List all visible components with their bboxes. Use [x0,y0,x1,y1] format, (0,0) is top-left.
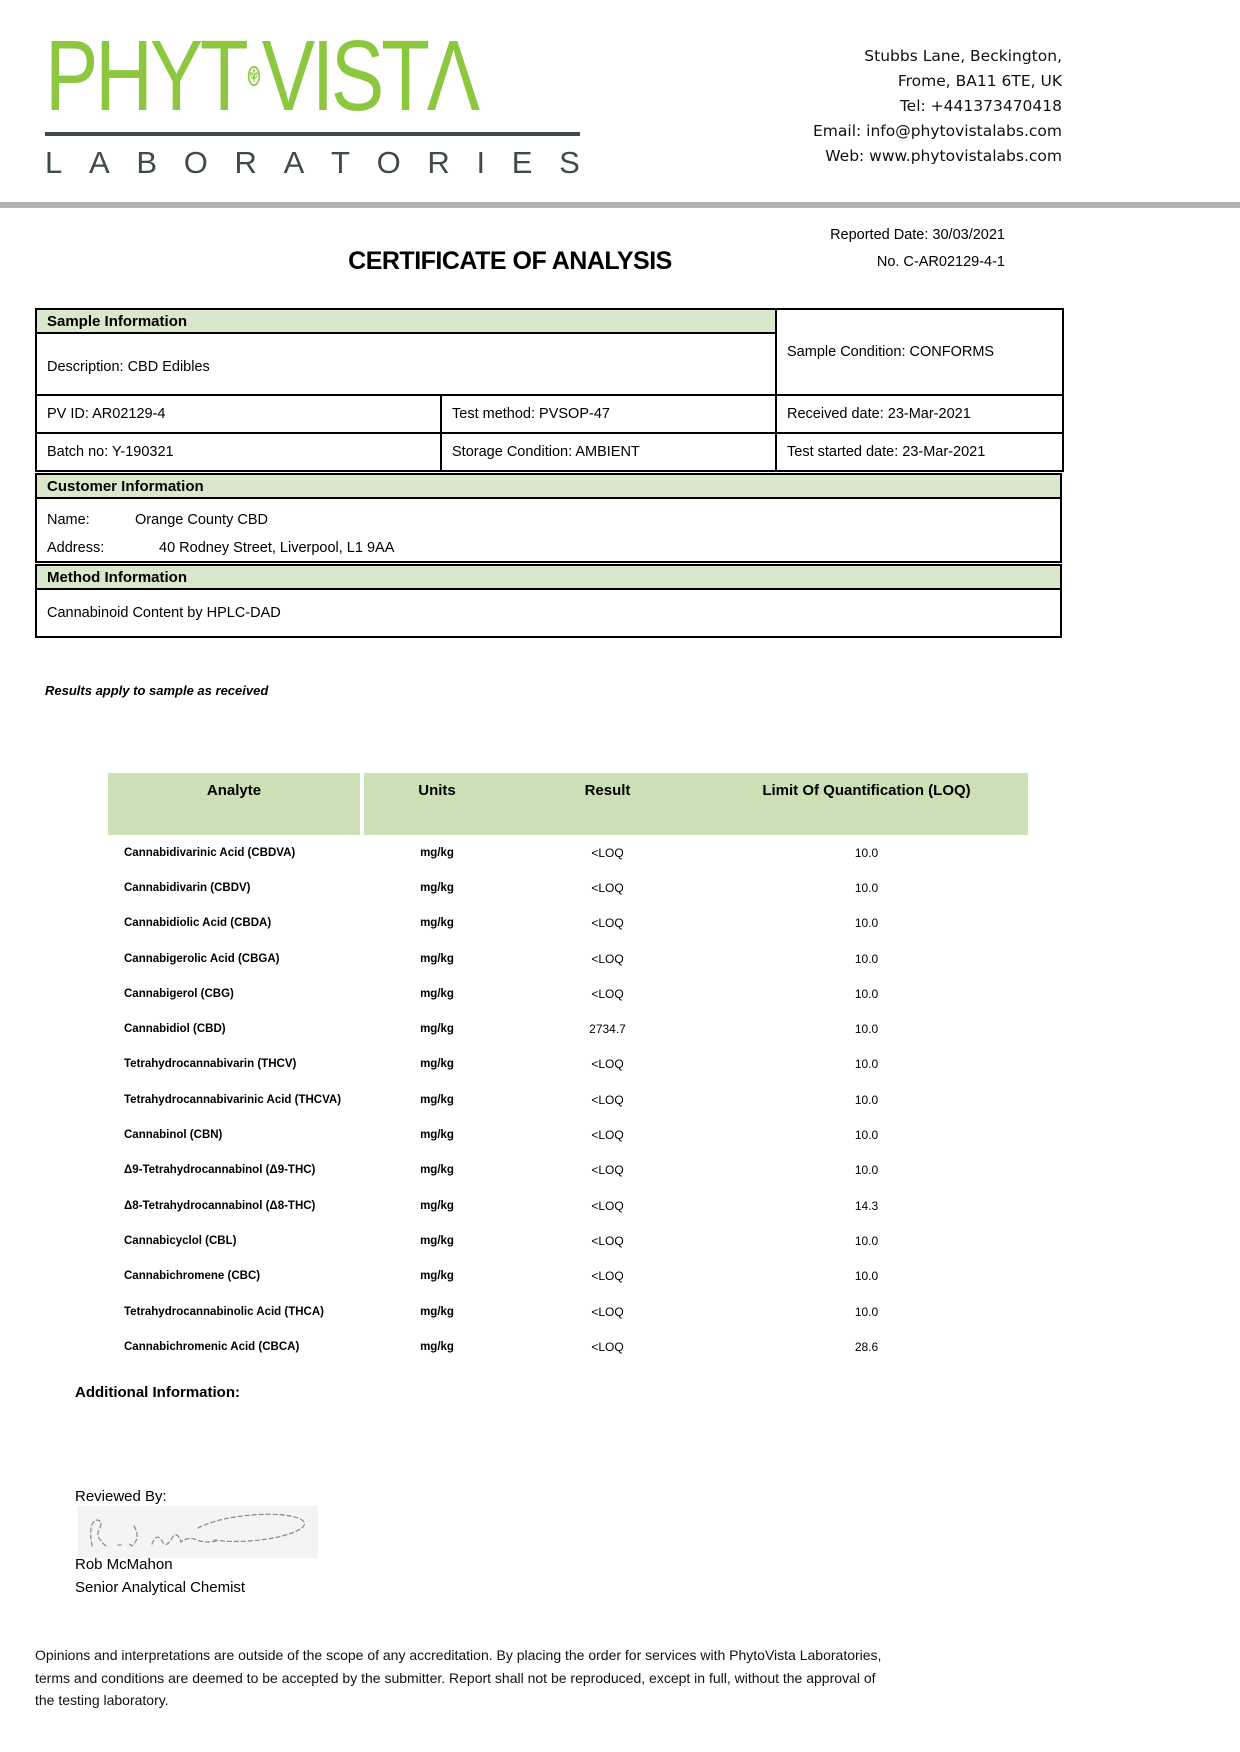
loq-cell: 14.3 [854,1198,879,1213]
text-line: Stubbs Lane, Beckington, [864,47,1062,65]
result-cell: <LOQ [591,1269,624,1284]
result-column-header: Result [584,782,631,799]
analyte-cell: Tetrahydrocannabivarinic Acid (THCVA) [124,1093,342,1106]
reported-date: Reported Date: 30/03/2021 [830,227,1005,243]
units-cell: mg/kg [420,1023,454,1036]
loq-cell: 10.0 [854,1304,879,1319]
table-row [108,1153,1028,1188]
result-cell: <LOQ [591,1304,624,1319]
units-cell: mg/kg [420,917,454,930]
table-row [108,1188,1028,1223]
reviewed-by-label: Reviewed By: [75,1488,167,1505]
received-date-cell: Received date: 23-Mar-2021 [776,395,1063,433]
analyte-cell: Cannabidivarinic Acid (CBDVA) [124,846,296,859]
sample-information-header: Sample Information [36,309,776,333]
results-table-body [108,835,1028,1364]
loq-cell: 10.0 [854,1022,879,1037]
table-row [108,1047,1028,1082]
loq-cell: 10.0 [854,1233,879,1248]
logo-sub-letter: O [183,145,208,180]
text-line: Tel: +441373470418 [899,97,1062,115]
table-row [108,870,1028,905]
table-row [108,835,1028,870]
table-row [108,976,1028,1011]
units-cell: mg/kg [420,987,454,1000]
results-table-header [108,773,1028,835]
signature-scribble-icon [78,1506,318,1558]
units-cell: mg/kg [420,1234,454,1247]
units-cell: mg/kg [420,1129,454,1142]
result-cell: <LOQ [591,1163,624,1178]
table-row [108,1117,1028,1152]
table-row [108,1259,1028,1294]
text-line: the testing laboratory. [35,1692,169,1708]
text-line: Web: www.phytovistalabs.com [825,147,1062,165]
text-line: Frome, BA11 6TE, UK [897,72,1062,90]
customer-information-table [35,473,1062,563]
customer-address-value: 40 Rodney Street, Liverpool, L1 9AA [159,539,395,556]
analyte-cell: Tetrahydrocannabinolic Acid (THCA) [124,1305,324,1318]
logo-sub-letter: R [234,145,257,180]
header-divider-rule [0,202,1240,208]
loq-cell: 28.6 [854,1339,879,1354]
loq-cell: 10.0 [854,845,879,860]
logo-sub-letter: A [283,145,305,180]
analyte-cell: Δ9-Tetrahydrocannabinol (Δ9-THC) [124,1164,316,1177]
analyte-cell: Cannabidiolic Acid (CBDA) [124,917,272,930]
units-cell: mg/kg [420,1164,454,1177]
logo-sub-letter: R [427,145,450,180]
result-cell: <LOQ [591,880,624,895]
test-started-cell: Test started date: 23-Mar-2021 [776,433,1063,471]
analyte-cell: Cannabidivarin (CBDV) [124,881,251,894]
loq-cell: 10.0 [854,880,879,895]
table-row [108,1082,1028,1117]
result-cell: <LOQ [591,986,624,1001]
result-cell: 2734.7 [589,1022,626,1037]
customer-address-line [47,540,1060,556]
result-cell: <LOQ [591,1198,624,1213]
analyte-cell: Cannabichromene (CBC) [124,1270,261,1283]
logo-sub-letter: E [511,145,533,180]
logo-sub-letter: B [136,145,157,180]
logo-sub-letter: S [559,145,580,180]
table-row [108,941,1028,976]
loq-cell: 10.0 [854,1092,879,1107]
table-row [108,1329,1028,1364]
footer-disclaimer [35,1644,1215,1712]
text-line: Opinions and interpretations are outside of the scope of any accreditation. By placing the order for services with PhytoVista Laboratories, [35,1647,882,1663]
sample-condition-cell: Sample Condition: CONFORMS [776,309,1063,395]
logo-last-letter: Λ [426,20,477,132]
logo-wordmark [45,20,477,132]
analyte-column-header: Analyte [108,773,360,835]
analyte-cell: Tetrahydrocannabivarin (THCV) [124,1058,297,1071]
units-cell: mg/kg [420,1340,454,1353]
customer-name-label: Name: [47,511,90,528]
results-header-right [364,773,1028,835]
units-cell: mg/kg [420,1199,454,1212]
table-row [108,1223,1028,1258]
customer-name-line [47,512,1060,528]
result-cell: <LOQ [591,1057,624,1072]
text-line: terms and conditions are deemed to be accepted by the submitter. Report shall not be reproduced, except in full, without the approval of [35,1669,876,1686]
logo-sub-letter: I [476,145,486,180]
analyte-cell: Cannabigerolic Acid (CBGA) [124,952,280,965]
logo-sub-letter: O [376,145,401,180]
table-row [108,1011,1028,1046]
logo-sub-letter: T [330,145,350,180]
logo-text-left: PHYT [45,20,246,132]
description-cell: Description: CBD Edibles [36,333,776,395]
loq-cell: 10.0 [854,1057,879,1072]
result-cell: <LOQ [591,845,624,860]
analyte-cell: Cannabicyclol (CBL) [124,1234,237,1247]
result-cell: <LOQ [591,1339,624,1354]
units-cell: mg/kg [420,881,454,894]
logo-sub-letter: A [88,145,110,180]
result-cell: <LOQ [591,1128,624,1143]
table-row [108,906,1028,941]
result-cell: <LOQ [591,951,624,966]
result-cell: <LOQ [591,1092,624,1107]
logo-sub-letter: L [45,145,63,180]
analyte-cell: Cannabichromenic Acid (CBCA) [124,1340,300,1353]
units-column-header: Units [418,782,456,799]
customer-address-label: Address: [47,539,105,556]
batch-no-cell: Batch no: Y-190321 [36,433,441,471]
analyte-cell: Cannabigerol (CBG) [124,987,234,1000]
method-information-table [35,564,1062,638]
phytovista-logo [45,20,585,181]
analyte-cell: Δ8-Tetrahydrocannabinol (Δ8-THC) [124,1199,316,1212]
loq-cell: 10.0 [854,986,879,1001]
analyte-cell: Cannabidiol (CBD) [124,1023,226,1036]
leaf-o-icon [247,28,260,124]
result-cell: <LOQ [591,1233,624,1248]
units-cell: mg/kg [420,952,454,965]
units-cell: mg/kg [420,846,454,859]
loq-cell: 10.0 [854,1128,879,1143]
customer-information-header: Customer Information [36,474,1061,498]
loq-cell: 10.0 [854,916,879,931]
analyte-cell: Cannabinol (CBN) [124,1129,223,1142]
page-title: CERTIFICATE OF ANALYSIS [348,247,672,275]
units-cell: mg/kg [420,1058,454,1071]
reviewer-name: Rob McMahon [75,1556,173,1573]
sample-information-table [35,308,1064,472]
pv-id-cell: PV ID: AR02129-4 [36,395,441,433]
result-cell: <LOQ [591,916,624,931]
signature-image [78,1506,318,1558]
lab-contact-block [542,44,1062,169]
customer-details-cell [36,498,1061,562]
reviewer-title: Senior Analytical Chemist [75,1579,246,1596]
method-information-header: Method Information [36,565,1061,589]
results-note: Results apply to sample as received [45,683,269,698]
loq-column-header: Limit Of Quantification (LOQ) [762,782,971,799]
loq-cell: 10.0 [854,951,879,966]
customer-name-value: Orange County CBD [135,511,268,528]
report-number: No. C-AR02129-4-1 [876,254,1005,270]
results-table [108,773,1028,1364]
storage-condition-cell: Storage Condition: AMBIENT [441,433,776,471]
logo-text-right: VIST [261,20,427,132]
units-cell: mg/kg [420,1093,454,1106]
method-cell: Cannabinoid Content by HPLC-DAD [36,589,1061,637]
logo-laboratories [45,145,580,181]
table-row [108,1294,1028,1329]
logo-divider [45,132,580,136]
test-method-cell: Test method: PVSOP-47 [441,395,776,433]
additional-information-label: Additional Information: [75,1384,240,1401]
units-cell: mg/kg [420,1270,454,1283]
loq-cell: 10.0 [854,1269,879,1284]
loq-cell: 10.0 [854,1163,879,1178]
units-cell: mg/kg [420,1305,454,1318]
text-line: Email: info@phytovistalabs.com [813,122,1062,140]
